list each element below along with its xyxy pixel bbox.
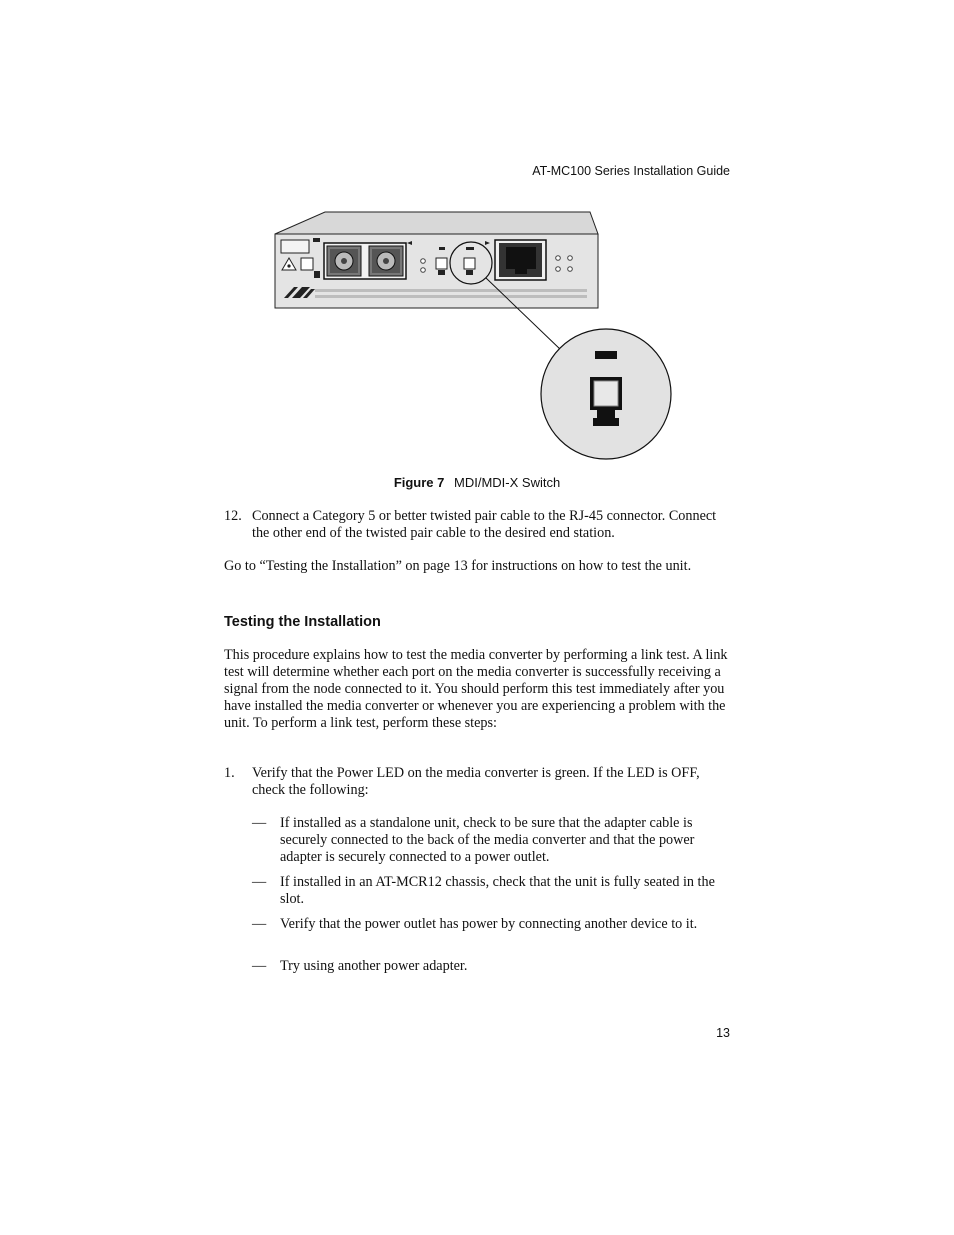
led-icon (556, 267, 561, 272)
switch-icon (436, 258, 447, 269)
check-item (252, 958, 730, 975)
chassis-top (275, 212, 598, 234)
led-icon (421, 259, 426, 264)
step-12 (224, 508, 730, 542)
check-text: Verify that the power outlet has power by connecting another device to it. (280, 916, 698, 932)
dash-marker: — (252, 958, 267, 974)
media-converter-illustration (270, 205, 680, 465)
goto-paragraph: Go to “Testing the Installation” on page 13 for instructions on how to test the unit. (224, 558, 692, 574)
check-item (252, 815, 730, 866)
step-1 (224, 765, 730, 799)
led-icon (568, 256, 573, 261)
figure-title: MDI/MDI-X Switch (454, 475, 561, 490)
check-item (252, 916, 730, 933)
dash-marker: — (252, 815, 267, 831)
figure-caption (0, 475, 954, 490)
led-icon (421, 268, 426, 273)
rail (315, 295, 587, 298)
label-plate (281, 240, 309, 253)
mdi-switch-detail-icon (541, 329, 671, 459)
page-number: 13 (716, 1026, 730, 1040)
check-text: Try using another power adapter. (280, 958, 468, 974)
check-item (252, 874, 730, 908)
led-icon (556, 256, 561, 261)
led-icon (568, 267, 573, 272)
rj45-port-icon (495, 240, 546, 280)
dash-marker: — (252, 874, 267, 890)
dash-marker: — (252, 916, 267, 932)
check-text: If installed in an AT-MCR12 chassis, check that the unit is fully seated in the slot. (280, 874, 715, 907)
figure-label: Figure 7 (393, 475, 445, 490)
fiber-ports (324, 243, 406, 279)
figure-mdi-switch (270, 205, 680, 465)
step-number: 12. (224, 508, 242, 524)
rail (315, 289, 587, 292)
running-header: AT-MC100 Series Installation Guide (532, 164, 730, 178)
step-text: Verify that the Power LED on the media converter is green. If the LED is OFF, check the following: (252, 765, 700, 798)
mdi-switch-icon (464, 258, 475, 269)
switch-icon (301, 258, 313, 270)
check-text: If installed as a standalone unit, check to be sure that the adapter cable is securely connected to the back of the media converter and that the power adapter is securely connected to a power outlet. (280, 815, 695, 865)
step-text: Connect a Category 5 or better twisted pair cable to the RJ-45 connector. Connect the other end of the twisted pair cable to the desired end station. (252, 508, 717, 541)
section-heading: Testing the Installation (224, 614, 381, 630)
step-number: 1. (224, 765, 235, 781)
section-intro: This procedure explains how to test the media converter by performing a link test. A link test will determine whether each port on the media converter is successfully receiving a signal from the node connected to it. You should perform this test immediately after you have installed the media converter or whenever you are experiencing a problem with the unit. To perform a link test, perform these steps: (224, 647, 728, 731)
